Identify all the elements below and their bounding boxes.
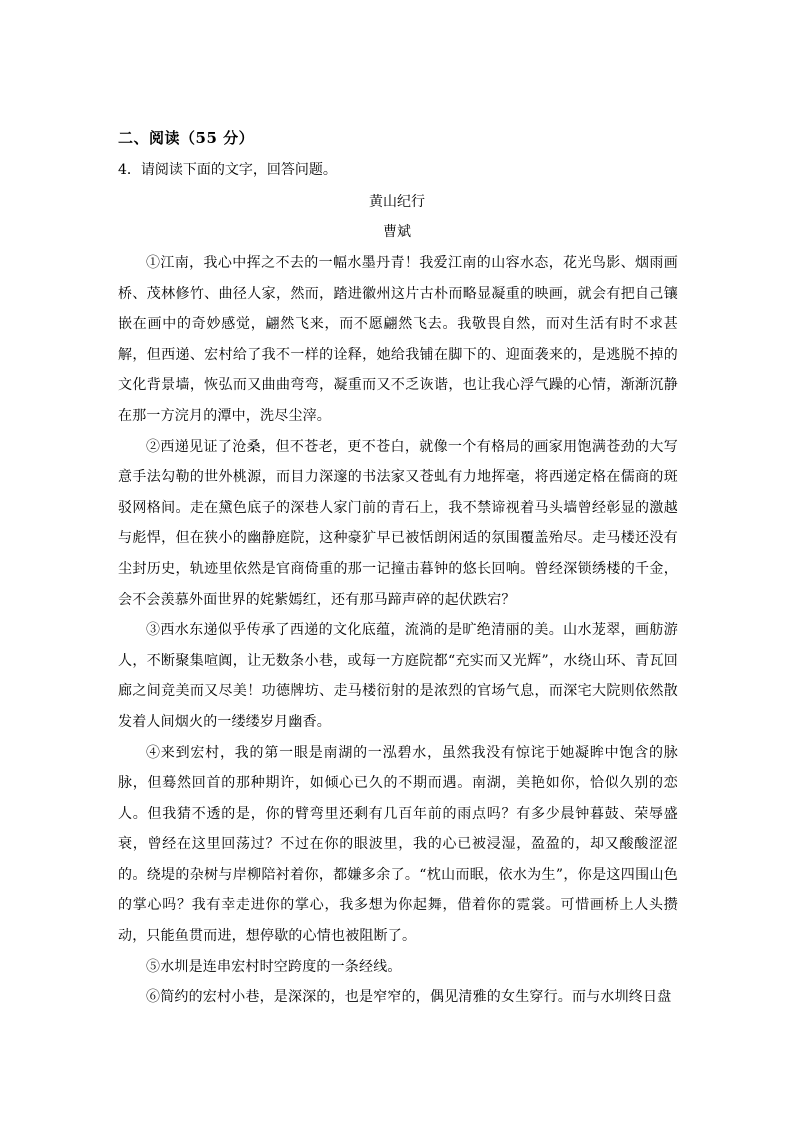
paragraph-2: ②西递见证了沧桑，但不苍老，更不苍白，就像一个有格局的画家用饱满苍劲的大写意手法勾勒的世外桃源，而目力深邃的书法家又苍虬有力地挥毫，将西递定格在儒商的斑驳网格间。走在黛色底子的深巷人家门前的青石上，我不禁谛视着马头墙曾经彰显的激越与彪悍，但在狭小的幽静庭院，这种豪犷早已被恬朗闲适的氛围覆盖殆尽。走马楼还没有尘封历史，轨迹里依然是官商倚重的那一记撞击暮钟的悠长回响。曾经深锁绣楼的千金，会不会羡慕外面世界的姹紫嫣红，还有那马蹄声碎的起伏跌宕？	[118, 438, 678, 608]
question-prompt: 4．请阅读下面的文字，回答问题。	[118, 162, 337, 178]
article-body	[118, 248, 678, 1013]
paragraph-5: ⑤水圳是连串宏村时空跨度的一条经线。	[146, 958, 402, 975]
paragraph-3: ③西水东递似乎传承了西递的文化底蕴，流淌的是旷绝清丽的美。山水茏翠，画舫游人，不断聚集喧阗，让无数条小巷，或每一方庭院都“充实而又光辉”，水绕山环、青瓦回廊之间竞美而又尽美！功德牌坊、走马楼衍射的是浓烈的官场气息，而深宅大院则依然散发着人间烟火的一缕缕岁月幽香。	[118, 622, 678, 730]
article-title: 黄山纪行	[369, 194, 425, 210]
article-author: 曹斌	[383, 224, 411, 240]
section-heading: 二、阅读（55 分）	[118, 129, 255, 147]
paragraph-4: ④来到宏村，我的第一眼是南湖的一泓碧水，虽然我没有惊诧于她凝眸中饱含的脉脉，但蓦然回首的那种期许，如倾心已久的不期而遇。南湖，美艳如你，恰似久别的恋人。但我猜不透的是，你的臂弯里还剩有几百年前的雨点吗？有多少晨钟暮鼓、荣辱盛衰，曾经在这里回荡过？不过在你的眼波里，我的心已被浸湿，盈盈的，却又酸酸涩涩的。绕堤的杂树与岸柳陪衬着你，都嫌多余了。“枕山而眠，依水为生”，你是这四围山色的掌心吗？我有幸走进你的掌心，我多想为你起舞，借着你的霓裳。可惜画桥上人头攒动，只能鱼贯而进，想停歇的心情也被阻断了。	[118, 744, 678, 945]
paragraph-1: ①江南，我心中挥之不去的一幅水墨丹青！我爱江南的山容水态，花光鸟影、烟雨画桥、茂林修竹、曲径人家，然而，踏进徽州这片古朴而略显凝重的映画，就会有把自己镶嵌在画中的奇妙感觉，翩然飞来，而不愿翩然飞去。我敬畏自然，而对生活有时不求甚解，但西递、宏村给了我不一样的诠释，她给我铺在脚下的、迎面袭来的，是逃脱不掉的文化背景墙，恢弘而又曲曲弯弯，凝重而又不乏诙谐，也让我心浮气躁的心情，渐渐沉静在那一方浣月的潭中，洗尽尘滓。	[118, 255, 678, 424]
paragraph-6: ⑥简约的宏村小巷，是深深的，也是窄窄的，偶见清雅的女生穿行。而与水圳终日盘	[146, 989, 672, 1006]
